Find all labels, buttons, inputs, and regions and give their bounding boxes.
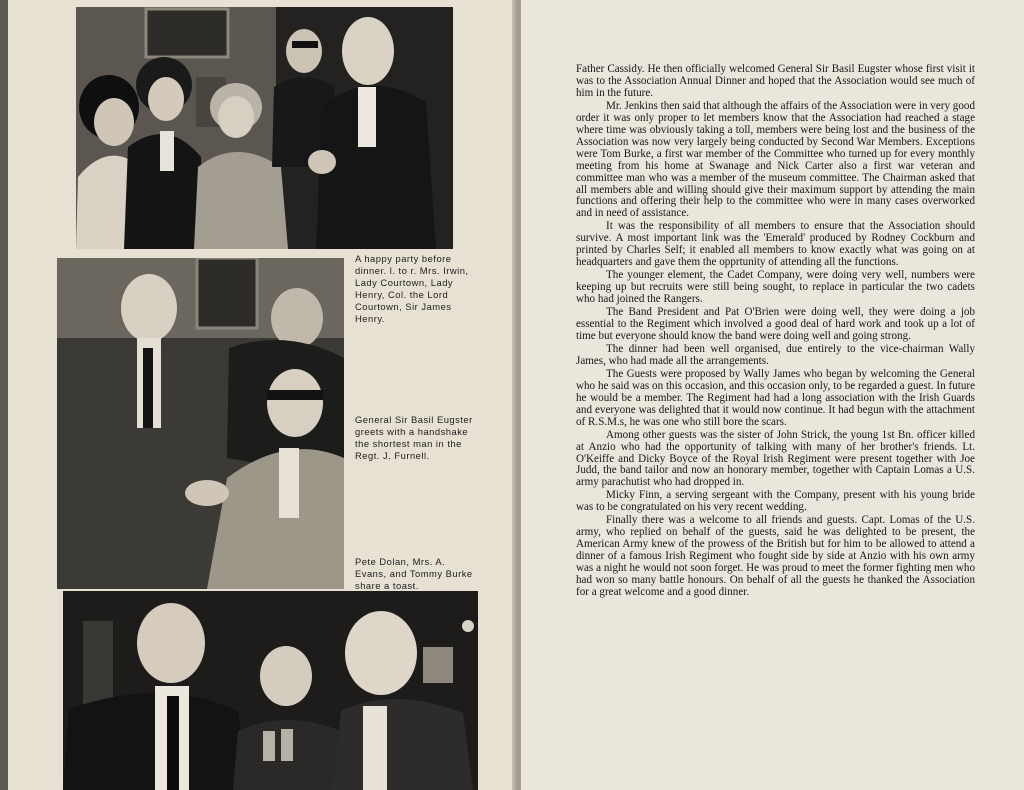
article-paragraph: Finally there was a welcome to all friends and guests. Capt. Lomas of the U.S. army, who replied on behalf of the guests, said he was delighted to be present, the American Army knew of the prowess of the British but for him to be allowed to attend a dinner of a famous Irish Regiment who fought side by side at Anzio with his own army was a night he would not soon forget. He was proud to meet the former fighting men who had won so many battle honours. On behalf of all the guests he thanked the Association for a great welcome and a good dinner.	[576, 514, 975, 598]
handshake-image	[57, 258, 344, 589]
party-group-image	[76, 7, 453, 249]
article-paragraph: Mr. Jenkins then said that although the affairs of the Association were in very good order it was only proper to let members know that the Association had reached a stage where time was obviously taking a toll, members were being lost and the business of the Association was now very largely being conducted by Second War Members. Exceptions were Tom Burke, a first war member of the Committee who turned up for every monthly meeting from his home at Swanage and Nick Carter also a first war veteran and committee man who was a member of the museum committee. The Chairman asked that all members able and willing should give their maximum support by attending the main functions and offering their help to the committee who were in many cases overworked and in need of assistance.	[576, 99, 975, 220]
caption-toast: Pete Dolan, Mrs. A. Evans, and Tommy Burke share a toast.	[355, 556, 473, 591]
article-paragraph: Father Cassidy. He then officially welcomed General Sir Basil Eugster whose first visit it was to the Association Annual Dinner and hoped that the Association would see much of him in the future.	[576, 63, 975, 99]
photo-toast	[63, 591, 478, 790]
article-paragraph: Among other guests was the sister of John Strick, the young 1st Bn. officer killed at Anzio who had the opportunity of talking with many of her brother's friends. Lt. O'Keiffe and Dicky Boyce of the Royal Irish Regiment were present together with Joe Judd, the band tailor and now an honorary member, together with Captain Lomas a U.S. army parachutist who had dropped in.	[576, 428, 975, 489]
article-paragraph: Micky Finn, a serving sergeant with the Company, present with his young bride was to be congratulated on his very recent wedding.	[576, 489, 975, 514]
photo-party-group	[76, 7, 453, 249]
toast-image	[63, 591, 478, 790]
caption-handshake: General Sir Basil Eugster greets with a handshake the shortest man in the Regt. J. Furnell.	[355, 414, 473, 461]
article-paragraph: It was the responsibility of all members to ensure that the Association should survive. A most important link was the 'Emerald' produced by Rodney Cockburn and printed by Charles Self; it enabled all members to know exactly what was going on at headquarters and gave them the opprtunity of attending all the functions.	[576, 220, 975, 269]
caption-party: A happy party before dinner. l. to r. Mrs. Irwin, Lady Courtown, Lady Henry, Col. the Lord Courtown, Sir James Henry.	[355, 253, 469, 324]
article-text	[576, 64, 975, 600]
article-paragraph: The dinner had been well organised, due entirely to the vice-chairman Wally James, who had made all the arrangements.	[576, 342, 975, 367]
article-paragraph: The Band President and Pat O'Brien were doing well, they were doing a job essential to the Regiment which involved a good deal of hard work and took up a lot of time but everyone should know the band were doing well and going strong.	[576, 306, 975, 342]
article-paragraph: The Guests were proposed by Wally James who began by welcoming the General who he said was on this occasion, and this occasion only, to be regarded a guest. In future he would be a member. The Regiment had had a long association with the Irish Guards and everyone was delighted that it would now continue. It had begun with the attachment of R.S.M.s, he was one who still bore the scars.	[576, 367, 975, 428]
photo-handshake	[57, 258, 344, 589]
article-paragraph: The younger element, the Cadet Company, were doing very well, numbers were keeping up but recruits were still being sought, to replace in particular the two cadets who had joined the Rangers.	[576, 269, 975, 306]
